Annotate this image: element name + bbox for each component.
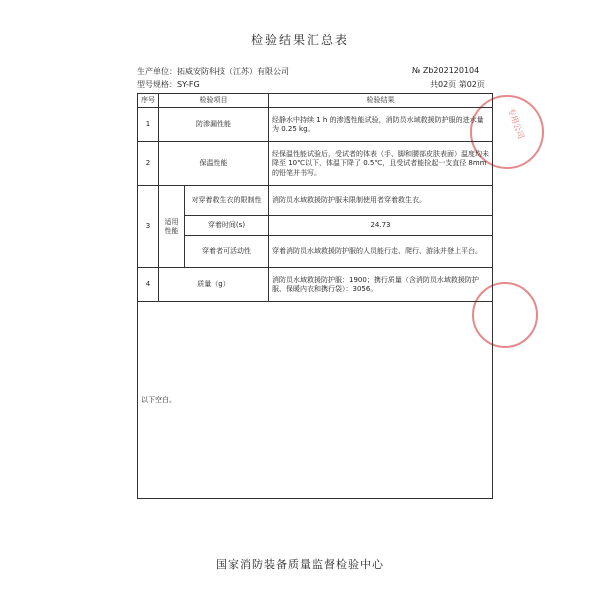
row-item: 适用性能	[159, 186, 185, 268]
sub-result: 消防员水域救援防护服未限制使用者穿着救生衣。	[269, 186, 493, 216]
row-no: 3	[138, 186, 159, 268]
results-table	[137, 93, 493, 499]
table-row	[138, 236, 493, 268]
row-item: 防渗漏性能	[159, 108, 269, 142]
row-item: 保温性能	[159, 142, 269, 186]
table-row	[138, 268, 493, 302]
sub-result: 穿着消防员水域救援防护服的人员能行走、爬行、游泳并登上平台。	[269, 236, 493, 268]
producer-label: 生产单位：拓威安防科技（江苏）有限公司	[137, 67, 289, 76]
table-header-row	[138, 94, 493, 108]
row-result: 经静水中持续 1 h 的渗透性能试验，消防员水域救援防护服的进水量为 0.25 kg。	[269, 108, 493, 142]
header-no: 序号	[138, 94, 159, 108]
table-row	[138, 108, 493, 142]
header-item: 检验项目	[159, 94, 269, 108]
table-row	[138, 302, 493, 499]
page-count: 共02页 第02页	[430, 80, 485, 89]
sub-item: 穿着时间(s)	[185, 216, 269, 236]
sub-item: 对穿着救生衣的限制性	[185, 186, 269, 216]
issuer-footer: 国家消防装备质量监督检验中心	[216, 558, 384, 571]
page-title: 检验结果汇总表	[250, 33, 349, 47]
row-result: 经保温性能试验后，受试者的体表（手、脚和腰部皮肤表面）温度均未降至 10℃以下，体温下降了 0.5℃，且受试者能捡起一支直径 8mm 的铅笔并书写。	[269, 142, 493, 186]
row-no: 4	[138, 268, 159, 302]
row-no: 2	[138, 142, 159, 186]
header-result: 检验结果	[269, 94, 493, 108]
model-label: 型号规格：SY-FG	[137, 80, 200, 89]
table-row	[138, 216, 493, 236]
row-result: 消防员水域救援防护服：1900；携行质量（含消防员水域救援防护服、保暖内衣和携行袋）：3056。	[269, 268, 493, 302]
report-number: № Zb202120104	[412, 66, 480, 75]
row-no: 1	[138, 108, 159, 142]
row-item: 质量（g）	[159, 268, 269, 302]
table-row	[138, 186, 493, 216]
sub-item: 穿着者可活动性	[185, 236, 269, 268]
seal-text-top: 专用公司	[506, 106, 526, 141]
blank-note: 以下空白。	[138, 302, 493, 499]
sub-result: 24.73	[269, 216, 493, 236]
table-row	[138, 142, 493, 186]
